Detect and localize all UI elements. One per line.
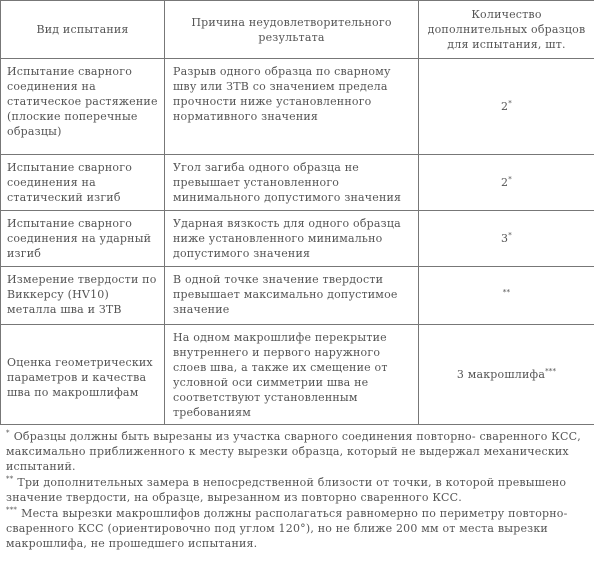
test-type-cell: Испытание сварного соединения на ударный изгиб	[1, 211, 165, 267]
test-type-cell: Испытание сварного соединения на статическое растяжение (плоские поперечные образцы)	[1, 59, 165, 155]
footnote-text: Места вырезки макрошлифов должны располагаться равномерно по периметру повторно-сваренного КСС (ориентировочно под углом 120°), но не ближе 200 мм от места вырезки макрошлифа, не прошедшего испытания.	[6, 507, 568, 550]
count-value: 3 макрошлифа	[456, 368, 546, 381]
table-row	[1, 325, 594, 425]
footnote-mark: **	[6, 475, 14, 484]
table-row	[1, 211, 594, 267]
table-header-row	[1, 1, 594, 59]
footnote	[6, 429, 588, 474]
test-type-cell: Испытание сварного соединения на статический изгиб	[1, 155, 165, 211]
count-value: 3	[501, 232, 509, 245]
footnote-mark: *	[508, 175, 512, 184]
test-type-cell: Оценка геометрических параметров и качества шва по макрошлифам	[1, 325, 165, 425]
footnotes	[0, 425, 594, 551]
header-count: Количество дополнительных образцов для испытания, шт.	[419, 1, 594, 59]
count-cell	[419, 155, 594, 211]
count-cell	[419, 211, 594, 267]
table-row	[1, 59, 594, 155]
footnote-mark: ***	[6, 506, 18, 515]
reason-cell: На одном макрошлифе перекрытие внутреннего и первого наружного слоев шва, а также их смещение от условной оси симметрии шва не соответствуют установленным требованиям	[165, 325, 419, 425]
reason-cell: Разрыв одного образца по сварному шву или ЗТВ со значением предела прочности ниже установленного нормативного значения	[165, 59, 419, 155]
table-row	[1, 267, 594, 325]
test-type-cell: Измерение твердости по Виккерсу (HV10) металла шва и ЗТВ	[1, 267, 165, 325]
count-cell	[419, 59, 594, 155]
count-cell	[419, 267, 594, 325]
reason-cell: Угол загиба одного образца не превышает установленного минимального допустимого значения	[165, 155, 419, 211]
footnote-mark: ***	[545, 367, 557, 376]
reason-cell: Ударная вязкость для одного образца ниже установленного минимально допустимого значения	[165, 211, 419, 267]
count-cell	[419, 325, 594, 425]
reason-cell: В одной точке значение твердости превышает максимально допустимое значение	[165, 267, 419, 325]
footnote-mark: *	[508, 231, 512, 240]
header-test-type: Вид испытания	[1, 1, 165, 59]
header-reason: Причина неудовлетворительного результата	[165, 1, 419, 59]
footnote-text: Образцы должны быть вырезаны из участка сварного соединения повторно- сваренного КСС, максимально приближенного к месту вырезки образца, который не выдержал механических испытаний.	[6, 430, 581, 473]
footnote-mark: *	[508, 99, 512, 108]
table-row	[1, 155, 594, 211]
count-value: 2	[501, 176, 509, 189]
footnote-text: Три дополнительных замера в непосредственной близости от точки, в которой превышено значение твердости, на образце, вырезанном из повторно сваренного КСС.	[6, 476, 567, 504]
footnote-mark: **	[502, 288, 511, 297]
count-value: 2	[501, 100, 509, 113]
footnote	[6, 475, 588, 505]
footnote	[6, 506, 588, 551]
footnote-mark: *	[6, 429, 10, 438]
